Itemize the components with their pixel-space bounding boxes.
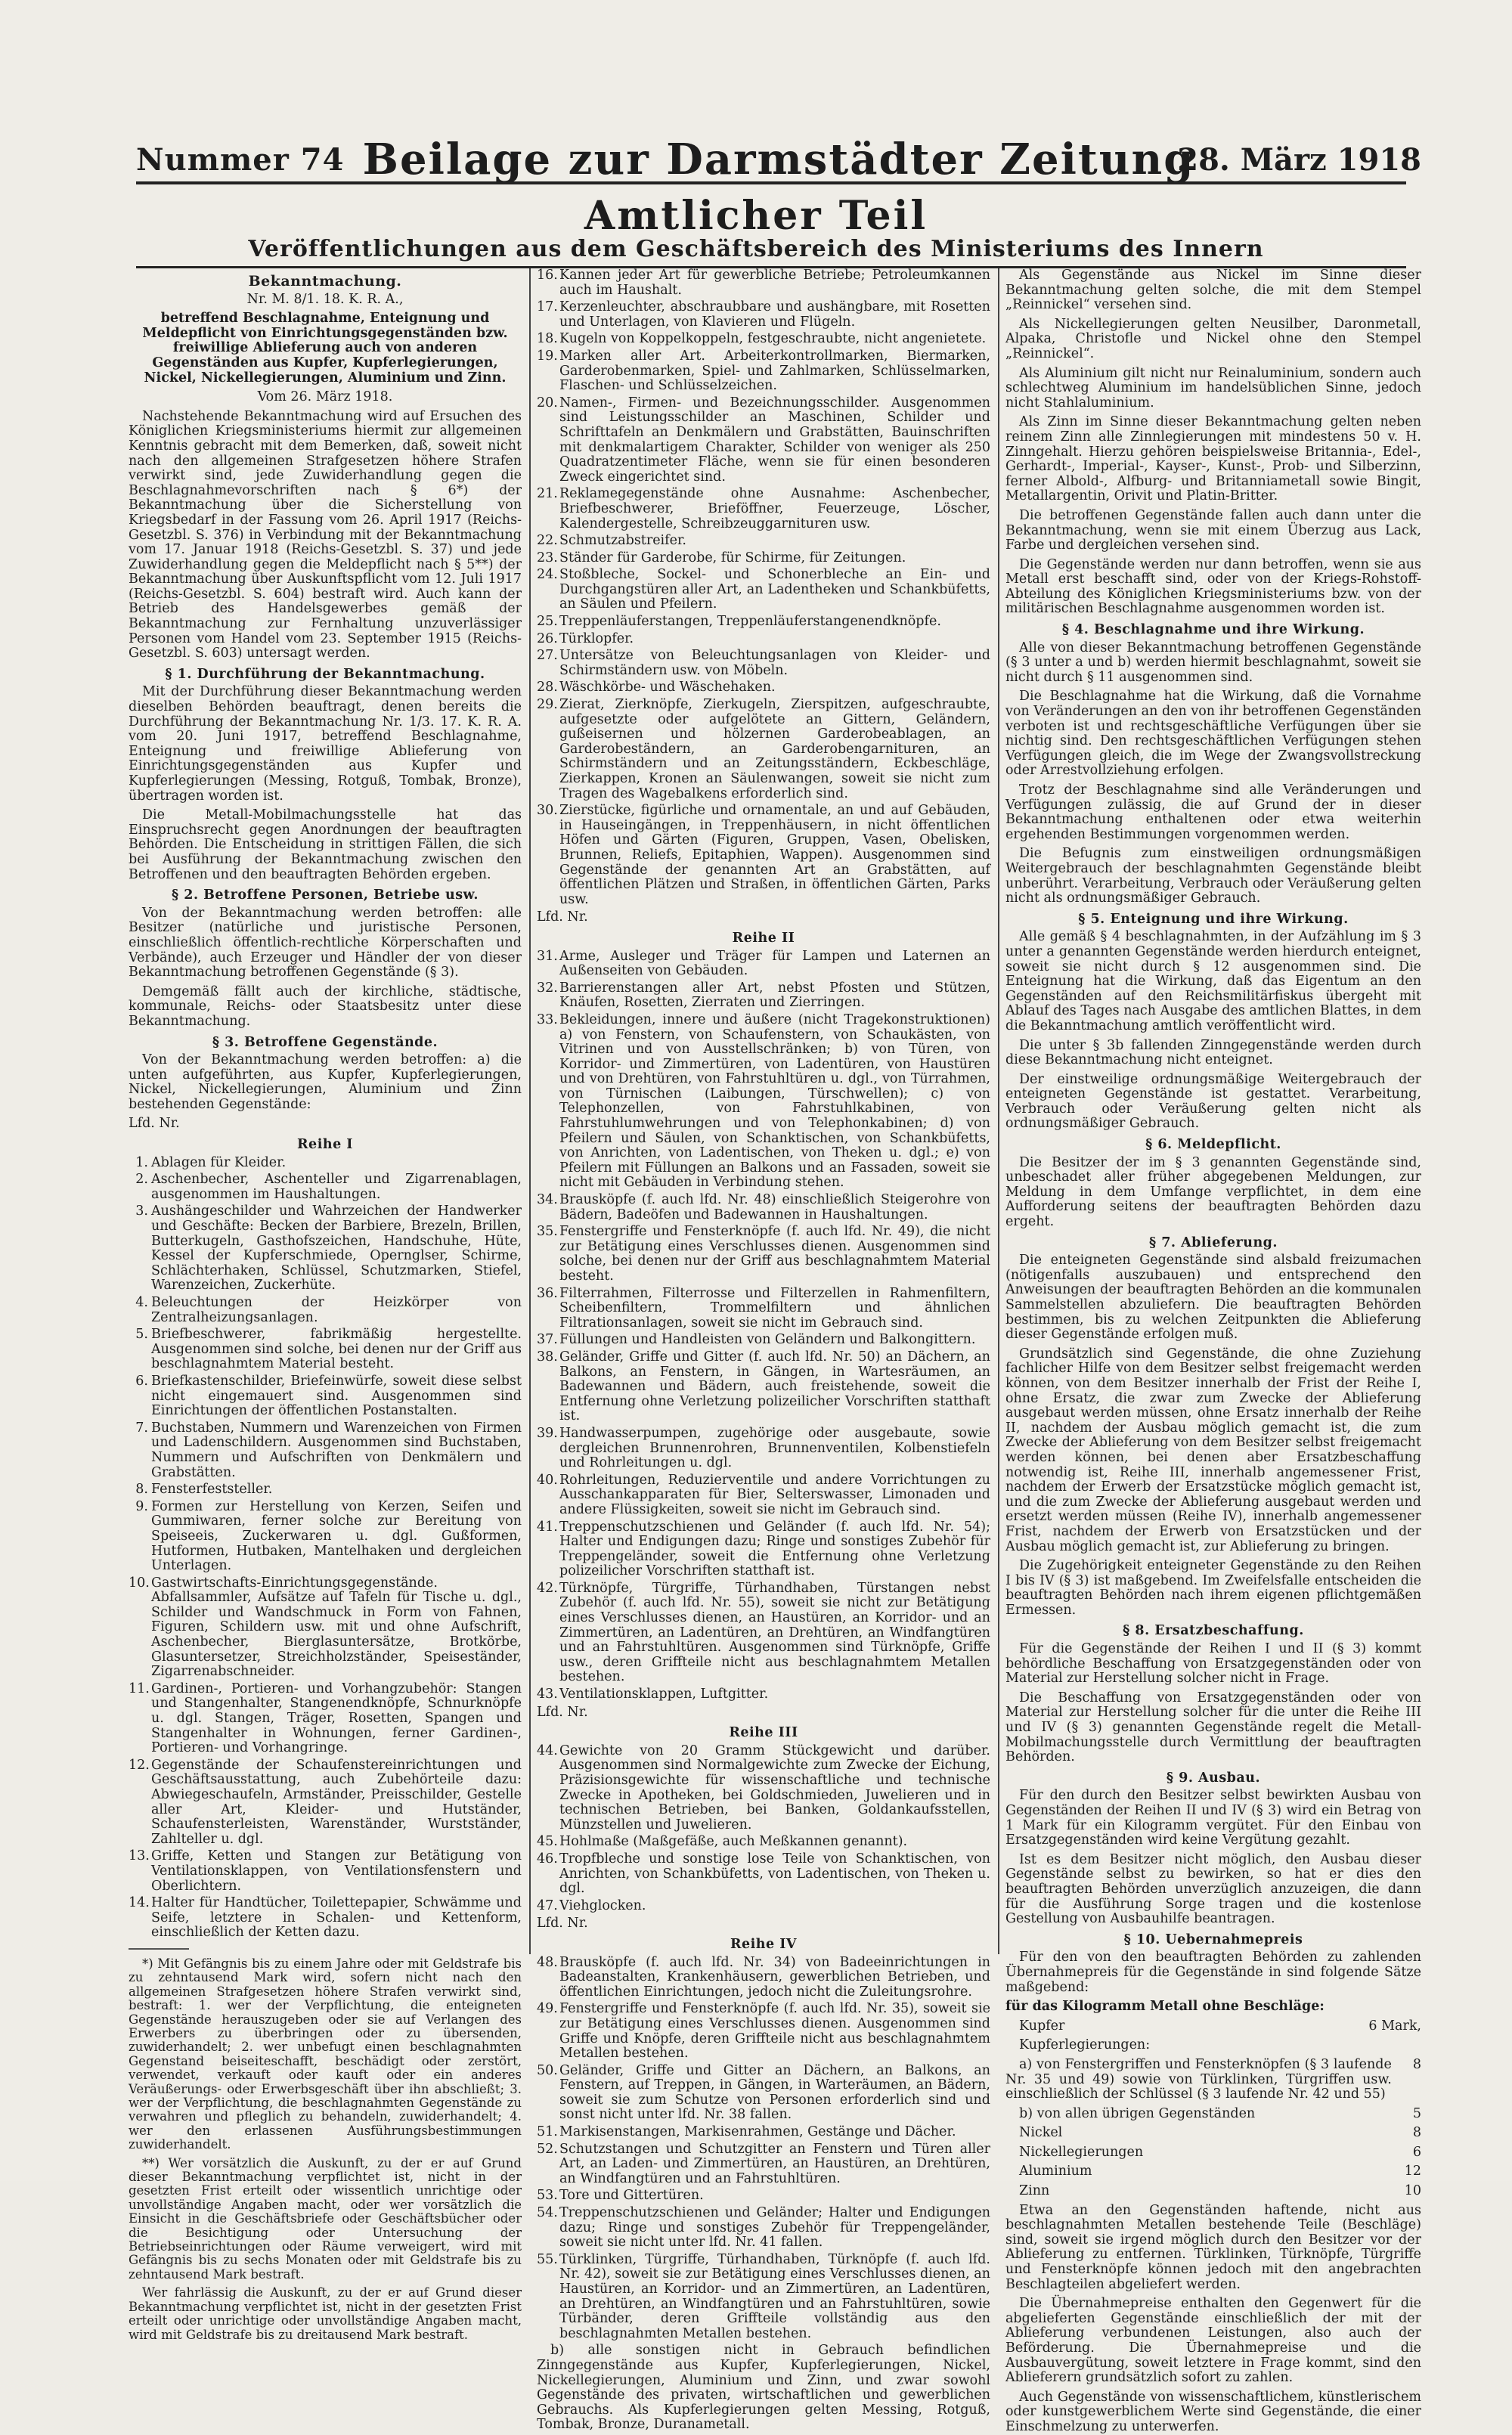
section-4-text: Alle von dieser Bekanntmachung betroffenen Gegenstände (§ 3 unter a und b) werden hiermit beschlagnahmt, soweit sie nicht durch § 11 ausgenommen sind.: [1005, 640, 1421, 685]
section-8-text-2: Die Beschaffung von Ersatzgegenständen oder von Material zur Herstellung solcher für die unter die Reihe III und IV (§ 3) genannten Gegenstände regelt die Metall-Mobilmachungsstelle durch Vermittlung der beauftragten Behörden.: [1005, 1690, 1421, 1765]
section-1-text-2: Die Metall-Mobilmachungsstelle hat das Einspruchsrecht gegen Anordnungen der beauftragten Behörden. Die Entscheidung in strittigen Fällen, die sich bei Ausführung der Bekanntmachung zwischen den Betroffenen und den beauftragten Behörden ergeben.: [129, 807, 522, 882]
list-item: [537, 2189, 990, 2204]
item-number: 45.: [537, 1834, 558, 1850]
item-text: Rohrleitungen, Reduzierventile und andere Vorrichtungen zu Ausschankapparaten für Bier, Selterswasser, Limonaden und andere Flüssigkeiten, soweit sie nicht im Gebrauch sind.: [559, 1472, 990, 1517]
notice-date: Vom 26. März 1918.: [257, 389, 393, 405]
section-4-text-2: Die Beschlagnahme hat die Wirkung, daß die Vornahme von Veränderungen an den von ihr betroffenen Gegenständen verboten ist und rechtsgeschäftliche Verfügungen über sie nichtig sind. Den rechtsgeschäftlichen Verfügungen stehen Verfügungen gleich, die im Wege der Zwangsvollstreckung oder Arrestvollziehung erfolgen.: [1005, 689, 1421, 779]
item-text: Tore und Gittertüren.: [559, 2188, 704, 2204]
list-item: [537, 1287, 990, 1331]
item-number: 9.: [135, 1498, 148, 1514]
price-label: Kupfer: [1019, 2018, 1065, 2034]
item-text: Füllungen und Handleisten von Geländern und Balkongittern.: [559, 1332, 976, 1348]
price-value: 6: [1412, 2144, 1421, 2160]
series-4-heading: Reihe IV: [730, 1936, 798, 1952]
column-left: [129, 268, 522, 2342]
price-row: [1005, 2164, 1421, 2179]
item-text: Stoßbleche, Sockel- und Schonerbleche an Ein- und Durchgangstüren aller Art, an Ladentheken und Schankbüfetts, an Säulen und Pfeilern.: [559, 567, 990, 612]
item-text: Arme, Ausleger und Träger für Lampen und Laternen an Außenseiten von Gebäuden.: [559, 948, 990, 979]
column-divider-1: [529, 268, 531, 1954]
item-number: 36.: [537, 1285, 558, 1301]
item-text: Gegenstände der Schaufenstereinrichtungen und Geschäftsausstattung, auch Zubehörteile dazu: Abwiegeschaufeln, Armständer, Preisschilder, Gestelle aller Art, Kleider- und Hutständer, Schaufensterleisten, Warenständer, Wurstständer, Zahlteller u. dgl.: [151, 1757, 522, 1847]
item-text: Aushängeschilder und Wahrzeichen der Handwerker und Geschäfte: Becken der Barbiere, Brezeln, Brillen, Butterkugeln, Gasthofszeichen, Handschuhe, Hüte, Kessel der Kupferschmiede, Opernglser, Schirme, Schlächterhaken, Schlüssel, Schutzmarken, Stiefel, Warenzeichen, Zuckerhüte.: [151, 1204, 522, 1293]
list-item: [537, 349, 990, 394]
item-number: 44.: [537, 1743, 558, 1758]
item-number: 5.: [135, 1327, 148, 1343]
item-text: Briefkastenschilder, Briefeinwürfe, soweit diese selbst nicht eingemauert sind. Ausgenommen sind Einrichtungen der öffentlichen Postanstalten.: [151, 1373, 522, 1419]
list-item: [129, 1156, 522, 1171]
item-text: Kannen jeder Art für gewerbliche Betriebe; Petroleumkannen auch im Haushalt.: [559, 268, 990, 298]
list-item: [129, 1482, 522, 1498]
list-item: [537, 1193, 990, 1222]
section-1-heading: § 1. Durchführung der Bekanntmachung.: [165, 666, 485, 682]
item-text: Treppenschutzschienen und Geländer (f. auch lfd. Nr. 54); Halter und Endigungen dazu; Ringe und sonstiges Zubehör für Treppengeländer, soweit die Entfernung ohne Verletzung polizeilicher Vorschriften statthaft ist.: [559, 1519, 990, 1579]
item-number: 53.: [537, 2188, 558, 2204]
item-text: Bekleidungen, innere und äußere (nicht Tragekonstruktionen) a) von Fenstern, von Schaufenstern, von Schaukästen, von Vitrinen und von Ausstellschränken; b) von Türen, von Korridor- und Zimmertüren, von Ladentüren, von Haustüren und von Drehtüren, von Fahrstuhltüren u. dgl., von Türrahmen, von Türnischen (Laibungen, Türschwellen); c) von Telephonzellen, von Fahrstuhlkabinen, von Fahrstuhlumwehrungen und von Telephonkabinen; d) von Pfeilern und Säulen, von Schanktischen, von Schankbüfetts, von Anrichten, von Ladentischen, von Theken u. dgl.; e) von Pfeilern mit Füllungen an Balkons und an Fassaden, soweit sie nicht mit Gebäuden in Verbindung stehen.: [559, 1011, 990, 1191]
price-row: [1005, 2038, 1421, 2053]
footnote: Wer fahrlässig die Auskunft, zu der er auf Grund dieser Bekanntmachung verpflichtet ist, nicht in der gesetzten Frist erteilt oder unrichtige oder unvollständige Angaben macht, wird mit Geldstrafe bis zu dreitausend Mark bestraft.: [129, 2285, 522, 2342]
item-text: Markisenstangen, Markisenrahmen, Gestänge und Dächer.: [559, 2124, 956, 2140]
list-item: [537, 632, 990, 647]
section-7-text-2: Grundsätzlich sind Gegenstände, die ohne Zuziehung fachlicher Hilfe von dem Besitzer selbst freigemacht werden können, von dem Besitzer innerhalb der Frist der Reihe I, ohne Ersatz, die zwar zum Zwecke der Ablieferung ausgebaut werden müssen, ohne Ersatz innerhalb der Reihe II, nachdem der Ausbau möglich gemacht ist, die zum Zwecke der Ablieferung von dem Besitzer selbst freigemacht werden können, bei denen aber Ersatzbeschaffung notwendig ist, Reihe III, innerhalb angemessener Frist, nachdem der Erwerb der Ersatzstücke möglich gemacht ist, und die zum Zwecke der Ablieferung ausgebaut werden und ersetzt werden müssen (Reihe IV), innerhalb angemessener Frist, nachdem der Erwerb von Ersatzstücken und der Ausbau möglich gemacht ist, zur Ablieferung zu bringen.: [1005, 1346, 1421, 1554]
price-label: Nickel: [1019, 2125, 1063, 2141]
paragraph-tin: Als Zinn im Sinne dieser Bekanntmachung gelten neben reinem Zinn alle Zinnlegierungen mit mindestens 50 v. H. Zinngehalt. Hierzu gehören beispielsweise Britannia-, Edel-, Gerhardt-, Imperial-, Kayser-, Kunst-, Prob- und Silberzinn, ferner Albold-, Alfburg- und Britanniametall sowie Bingit, Metallargentin, Orivit und Platin-Britter.: [1005, 414, 1421, 504]
series-closing-text: b) alle sonstigen nicht in Gebrauch befindlichen Zinngegenstände aus Kupfer, Kupferlegierungen, Nickel, Nickellegierungen, Aluminium und Zinn, und zwar sowohl Gegenstände des privaten, wirtschaftlichen und gewerblichen Gebrauchs. Als Kupferlegierungen gelten Messing, Rotguß, Tombak, Bronze, Duranametall.: [537, 2343, 990, 2433]
item-text: Treppenschutzschienen und Geländer; Halter und Endigungen dazu; Ringe und sonstiges Zubehör für Treppengeländer, soweit sie nicht unter lfd. Nr. 41 fallen.: [559, 2205, 990, 2251]
section-10-text-4: Auch Gegenstände von wissenschaftlichem, künstlerischem oder kunstgewerblichem Werte sind Gegenstände, die einer Einschmelzung zu unterwerfen.: [1005, 2389, 1421, 2434]
item-number: 46.: [537, 1851, 558, 1867]
item-number: 47.: [537, 1898, 558, 1913]
item-text: Reklamegegenstände ohne Ausnahme: Aschenbecher, Briefbeschwerer, Brieföffner, Feuerzeuge, Löscher, Kalendergestelle, Schreibzeuggarnituren usw.: [559, 486, 990, 531]
price-row: [1005, 2019, 1421, 2034]
section-10-heading: § 10. Uebernahmepreis: [1123, 1932, 1303, 1947]
list-item: [537, 2142, 990, 2187]
item-number: 10.: [129, 1575, 150, 1591]
item-number: 41.: [537, 1519, 558, 1535]
notice-intro: Nachstehende Bekanntmachung wird auf Ersuchen des Königlichen Kriegsministeriums hiermit zur allgemeinen Kenntnis gebracht mit dem Bemerken, daß, soweit nicht nach den allgemeinen Strafgesetzen höhere Strafen verwirkt sind, jede Zuwiderhandlung gegen die Beschlagnahmevorschriften nach § 6*) der Bekanntmachung über die Sicherstellung von Kriegsbedarf in der Fassung vom 26. April 1917 (Reichs-Gesetzbl. S. 376) in Verbindung mit der Bekanntmachung vom 17. Januar 1918 (Reichs-Gesetzbl. S. 37) und jede Zuwiderhandlung gegen die Meldepflicht nach § 5**) der Bekanntmachung über Auskunftspflicht vom 12. Juli 1917 (Reichs-Gesetzbl. S. 604) bestraft wird. Auch kann der Betrieb des Handelsgewerbes gemäß der Bekanntmachung zur Fernhaltung unzuverlässiger Personen vom Handel vom 23. September 1915 (Reichs-Gesetzbl. S. 603) untersagt werden.: [129, 408, 522, 661]
price-row: [1005, 2145, 1421, 2161]
list-item: [537, 534, 990, 549]
item-text: Handwasserpumpen, zugehörige oder ausgebaute, sowie dergleichen Brunnenrohren, Brunnenventilen, Kolbenstiefeln und Rohrleitungen u. dgl.: [559, 1425, 990, 1471]
list-item: [129, 1421, 522, 1480]
item-text: Viehglocken.: [559, 1898, 646, 1913]
list-item: [537, 698, 990, 801]
list-item: [537, 332, 990, 347]
item-text: Kerzenleuchter, abschraubbare und aushängbare, mit Rosetten und Unterlagen, von Klavieren und Flügeln.: [559, 299, 990, 330]
list-item: [537, 551, 990, 566]
section-1-text: Mit der Durchführung dieser Bekanntmachung werden dieselben Behörden beauftragt, denen bereits die Durchführung der Bekanntmachung Nr. 1/3. 17. K. R. A. vom 20. Juni 1917, betreffend Beschlagnahme, Enteignung und freiwillige Ablieferung von Einrichtungsgegenständen aus Kupfer und Kupferlegierungen (Messing, Rotguß, Tombak, Bronze), übertragen worden ist.: [129, 684, 522, 804]
item-text: Geländer, Griffe und Gitter (f. auch lfd. Nr. 50) an Dächern, an Balkons, an Fenstern, in Gängen, in Wartesräumen, an Badewannen und Bädern, auch freistehende, soweit die Entfernung ohne Verletzung polizeilicher Vorschriften statthaft ist.: [559, 1349, 990, 1424]
series-2-heading: Reihe II: [732, 930, 795, 946]
issue-number: Nummer 74: [136, 142, 345, 178]
column-divider-2: [998, 268, 999, 1954]
item-number: 50.: [537, 2062, 558, 2078]
section-7-text: Die enteigneten Gegenstände sind alsbald freizumachen (nötigenfalls auszubauen) und entsprechend den Anweisungen der beauftragten Behörden an die kommunalen Sammelstellen abzuliefern. Die beauftragten Behörden bestimmen, bis zu welchen Zeitpunkten die Ablieferung dieser Gegenstände erfolgen muß.: [1005, 1253, 1421, 1343]
list-item: [537, 615, 990, 630]
footnotes: [129, 1957, 522, 2342]
price-table: [1005, 2019, 1421, 2199]
item-number: 21.: [537, 486, 558, 502]
paragraph-aluminium: Als Aluminium gilt nicht nur Reinaluminium, sondern auch schlechtweg Aluminium im handelsüblichen Sinne, jedoch nicht Stahlaluminium.: [1005, 365, 1421, 410]
item-text: Türklinken, Türgriffe, Türhandhaben, Türknöpfe (f. auch lfd. Nr. 42), soweit sie zur Betätigung eines Verschlusses dienen, an Haustüren, an Korridor- und an Zimmertüren, an Ladentüren, an Drehtüren, an Windfangtüren und an Fahrstuhltüren, sowie Türbänder, deren Griffteile vollständig aus den beschlagnahmten Metallen bestehen.: [559, 2251, 990, 2341]
item-text: Barrierenstangen aller Art, nebst Pfosten und Stützen, Knäufen, Rosetten, Zierraten und Zierringen.: [559, 980, 990, 1011]
list-item: [129, 1849, 522, 1894]
item-number: 23.: [537, 550, 558, 565]
list-item: [537, 2206, 990, 2251]
price-label: b) von allen übrigen Gegenständen: [1019, 2105, 1256, 2121]
item-number: 2.: [135, 1172, 148, 1188]
item-text: Treppenläuferstangen, Treppenläuferstangenendknöpfe.: [559, 614, 941, 630]
price-label: Zinn: [1019, 2183, 1050, 2199]
item-text: Beleuchtungen der Heizkörper von Zentralheizungsanlagen.: [151, 1295, 522, 1325]
column-middle: [537, 268, 990, 2433]
price-row: [1005, 2184, 1421, 2199]
list-item: [129, 1204, 522, 1293]
section-5-text-3: Der einstweilige ordnungsmäßige Weitergebrauch der enteigneten Gegenstände ist gestattet. Verarbeitung, Verbrauch oder Veräußerung gelten nicht als ordnungsmäßiger Gebrauch.: [1005, 1071, 1421, 1132]
lfd-label-2: Lfd. Nr.: [537, 909, 588, 925]
section-5-text-2: Die unter § 3b fallenden Zinngegenstände werden durch diese Bekanntmachung nicht enteignet.: [1005, 1037, 1421, 1068]
section-2-text-2: Demgemäß fällt auch der kirchliche, städtische, kommunale, Reichs- oder Staatsbesitz unter diese Bekanntmachung.: [129, 984, 522, 1029]
item-number: 48.: [537, 1954, 558, 1970]
item-text: Gewichte von 20 Gramm Stückgewicht und darüber. Ausgenommen sind Normalgewichte zum Zwecke der Eichung, Präzisionsgewichte für wissenschaftliche und technische Zwecke in Apotheken, bei Goldschmieden, Juwelieren und in technischen Betrieben, bei Banken, Goldankaufsstellen, Münzstellen und Juwelieren.: [559, 1743, 990, 1832]
paragraph-coating: Die betroffenen Gegenstände fallen auch dann unter die Bekanntmachung, wenn sie mit einem Überzug aus Lack, Farbe und dergleichen versehen sind.: [1005, 507, 1421, 553]
section-10-text-2: Etwa an den Gegenständen haftende, nicht aus beschlagnahmten Metallen bestehende Teile (Beschläge) sind, soweit sie irgend möglich durch den Besitzer vor der Ablieferung zu entfernen. Türklinken, Türknöpfe, Türgriffe und Fensterknöpfe können jedoch mit den angebrachten Beschlagteilen abgeliefert werden.: [1005, 2202, 1421, 2292]
item-text: Halter für Handtücher, Toilettepapier, Schwämme und Seife, letztere in Schalen- und Kettenform, einschließlich der Ketten dazu.: [151, 1895, 522, 1941]
list-item: [537, 2125, 990, 2140]
newspaper-title: Beilage zur Darmstädter Zeitung: [362, 135, 1195, 184]
price-table-heading: für das Kilogramm Metall ohne Beschläge:: [1005, 1999, 1325, 2015]
list-item: [537, 1225, 990, 1284]
section-2-text: Von der Bekanntmachung werden betroffen: alle Besitzer (natürliche und juristische Personen, einschließlich öffentlich-rechtliche Körperschaften und Verbände), auch Erzeuger und Händler der von dieser Bekanntmachung betroffenen Gegenstände (§ 3).: [129, 905, 522, 981]
price-value: 8: [1412, 2125, 1421, 2141]
price-value: 5: [1412, 2105, 1421, 2121]
item-text: Fensterfeststeller.: [151, 1482, 273, 1498]
price-value: [1414, 2038, 1421, 2053]
list-item: [537, 268, 990, 298]
section-7-heading: § 7. Ablieferung.: [1148, 1235, 1278, 1250]
item-number: 49.: [537, 2001, 558, 2017]
item-number: 52.: [537, 2141, 558, 2157]
item-number: 51.: [537, 2124, 558, 2140]
footnote: *) Mit Gefängnis bis zu einem Jahre oder mit Geldstrafe bis zu zehntausend Mark wird, sofern nicht nach den allgemeinen Strafgesetzen höhere Strafen verwirkt sind, bestraft: 1. wer der Verpflichtung, die enteigneten Gegenstände herauszugeben oder sie auf Verlangen des Erwerbers zu überbringen oder zu übersenden, zuwiderhandelt; 2. wer unbefugt einen beschlagnahmten Gegenstand beiseiteschafft, beschädigt oder zerstört, verwendet, verkauft oder kauft oder ein anderes Veräußerungs- oder Erwerbsgeschäft über ihn abschließt; 3. wer der Verpflichtung, die beschlagnahmten Gegenstände zu verwahren und pfleglich zu behandeln, zuwiderhandelt; 4. wer den erlassenen Ausführungsbestimmungen zuwiderhandelt.: [129, 1956, 522, 2152]
list-item: [129, 1682, 522, 1756]
list-item: [129, 1173, 522, 1202]
section-10-text: Für den von den beauftragten Behörden zu zahlenden Übernahmepreis für die Gegenstände in sind folgende Sätze maßgebend:: [1005, 1950, 1421, 1995]
item-number: 22.: [537, 533, 558, 549]
item-text: Fenstergriffe und Fensterknöpfe (f. auch lfd. Nr. 35), soweit sie zur Betätigung eines Verschlusses dienen. Ausgenommen sind Griffe und Knöpfe, deren Griffteile nicht aus beschlagnahmtem Metallen bestehen.: [559, 2001, 990, 2062]
section-3-heading: § 3. Betroffene Gegenstände.: [212, 1034, 438, 1050]
price-value: 12: [1404, 2164, 1421, 2179]
item-text: Hohlmaße (Maßgefäße, auch Meßkannen genannt).: [559, 1834, 908, 1850]
item-number: 6.: [135, 1373, 148, 1389]
section-8-text: Für die Gegenstände der Reihen I und II (§ 3) kommt behördliche Beschaffung von Ersatzgegenständen oder von Material zur Herstellung solcher nicht in Frage.: [1005, 1641, 1421, 1687]
list-item: [129, 1896, 522, 1941]
list-item: [537, 300, 990, 330]
item-text: Tropfbleche und sonstige lose Teile von Schanktischen, von Anrichten, von Schankbüfetts, von Ladentischen, von Theken u. dgl.: [559, 1851, 990, 1897]
item-number: 55.: [537, 2251, 558, 2267]
item-number: 8.: [135, 1482, 148, 1498]
price-value: 6 Mark,: [1368, 2018, 1421, 2034]
item-text: Geländer, Griffe und Gitter an Dächern, an Balkons, an Fenstern, auf Treppen, in Gängen, in Warteräumen, an Bädern, soweit sie zum Schutze von Personen erforderlich sind und sonst nicht unter lfd. Nr. 38 fallen.: [559, 2062, 990, 2123]
list-item: [537, 1427, 990, 1471]
series-1-heading: Reihe I: [297, 1137, 353, 1153]
list-item: [537, 1852, 990, 1897]
price-label: Nickellegierungen: [1019, 2144, 1144, 2160]
item-number: 26.: [537, 630, 558, 646]
list-item: [537, 1835, 990, 1850]
item-number: 39.: [537, 1425, 558, 1441]
masthead-rule: [136, 181, 1406, 184]
item-text: Zierat, Zierknöpfe, Zierkugeln, Zierspitzen, aufgeschraubte, aufgesetzte oder aufgelötete an Gittern, Geländern, gußeisernen und hölzernen Garderobeablagen, an Garderobeständern, an Garderobengarnituren, an Schirmständern und an Zeitungsständern, Eckbeschläge, Zierkappen, Kronen an Säulenwangen, soweit sie nicht zum Tragen des Wagebalkens erforderlich sind.: [559, 697, 990, 801]
list-item: [537, 1899, 990, 1914]
item-number: 40.: [537, 1472, 558, 1488]
section-7-text-3: Die Zugehörigkeit enteigneter Gegenstände zu den Reihen I bis IV (§ 3) ist maßgebend. Im Zweifelsfalle entscheiden die beauftragten Behörden nach ihrem eigenen pflichtgemäßen Ermessen.: [1005, 1558, 1421, 1618]
list-item: [537, 1520, 990, 1579]
item-number: 30.: [537, 803, 558, 819]
list-item: [129, 1374, 522, 1419]
item-number: 43.: [537, 1687, 558, 1702]
list-item: [537, 1582, 990, 1685]
section-5-text: Alle gemäß § 4 beschlagnahmten, in der Aufzählung im § 3 unter a genannten Gegenstände werden hierdurch enteignet, soweit sie nicht durch § 12 ausgenommen sind. Die Enteignung hat die Wirkung, daß das Eigentum an den Gegenständen auf den Reichsmilitärfiskus übergeht mit Ablauf des Tages nach Ausgabe des amtlichen Blattes, in dem die Bekanntmachung amtlich veröffentlicht wird.: [1005, 929, 1421, 1033]
price-label: Kupferlegierungen:: [1019, 2037, 1151, 2053]
item-text: Kugeln von Koppelkoppeln, festgeschraubte, nicht angenietete.: [559, 331, 987, 347]
list-item: [537, 2002, 990, 2061]
item-text: Aschenbecher, Aschenteller und Zigarrenablagen, ausgenommen im Haushaltungen.: [151, 1172, 522, 1202]
series-3-list: [537, 1744, 990, 1914]
item-text: Zierstücke, figürliche und ornamentale, an und auf Gebäuden, in Hauseingängen, in Treppenhäusern, in nicht öffentlichen Höfen und Gärten (Figuren, Gruppen, Vasen, Obelisken, Brunnen, Reliefs, Epitaphien, Wappen). Ausgenommen sind Gegenstände der genannten Art an Grabstätten, auf öffentlichen Plätzen und Straßen, in öffentlichen Gärten, Parks usw.: [559, 803, 990, 907]
footnote: **) Wer vorsätzlich die Auskunft, zu der er auf Grund dieser Bekanntmachung verpflichtet ist, nicht in der gesetzten Frist erteilt oder wissentlich unrichtige oder unvollständige Angaben macht, oder wer vorsätzlich die Einsicht in die Geschäftsbriefe oder Geschäftsbücher oder die Besichtigung oder Untersuchung der Betriebseinrichtungen oder Räume verweigert, wird mit Gefängnis bis zu sechs Monaten oder mit Geldstrafe bis zu zehntausend Mark bestraft.: [129, 2155, 522, 2282]
price-value: 8: [1412, 2056, 1421, 2072]
list-item: [537, 680, 990, 695]
price-label: a) von Fenstergriffen und Fensterknöpfen (§ 3 laufende Nr. 35 und 49) sowie von Türklinken, Türgriffen usw. einschließlich der Schlüssel (§ 3 laufende Nr. 42 und 55): [1005, 2056, 1392, 2102]
item-text: Briefbeschwerer, fabrikmäßig hergestellte. Ausgenommen sind solche, bei denen nur der Griff aus beschlagnahmtem Material besteht.: [151, 1327, 522, 1372]
item-number: 14.: [129, 1895, 150, 1911]
list-item: [129, 1327, 522, 1372]
item-text: Buchstaben, Nummern und Warenzeichen von Firmen und Ladenschildern. Ausgenommen sind Buchstaben, Nummern und Aufschriften von Denkmälern und Grabstätten.: [151, 1420, 522, 1480]
item-number: 32.: [537, 980, 558, 996]
item-text: Fenstergriffe und Fensterknöpfe (f. auch lfd. Nr. 49), die nicht zur Betätigung eines Verschlusses dienen. Ausgenommen sind solche, bei denen nur der Griff aus beschlagnahmtem Material besteht.: [559, 1224, 990, 1284]
item-number: 12.: [129, 1757, 150, 1773]
list-item: [537, 804, 990, 907]
item-text: Filterrahmen, Filterrosse und Filterzellen in Rahmenfiltern, Scheibenfiltern, Trommelfiltern und ähnlichen Filtrationsanlagen, soweit sie nicht im Gebrauch sind.: [559, 1285, 990, 1331]
list-item: [537, 1013, 990, 1191]
column-right: [1005, 268, 1421, 2434]
section-heading: Amtlicher Teil: [584, 193, 928, 239]
item-number: 11.: [129, 1681, 150, 1696]
section-8-heading: § 8. Ersatzbeschaffung.: [1123, 1623, 1304, 1639]
section-3-text: Von der Bekanntmachung werden betroffen: a) die unten aufgeführten, aus Kupfer, Kupferlegierungen, Nickel, Nickellegierungen, Aluminium und Zinn bestehenden Gegenstände:: [129, 1052, 522, 1112]
section-4-text-4: Die Befugnis zum einstweiligen ordnungsmäßigen Weitergebrauch der beschlagnahmten Gegenstände bleibt unberührt. Verarbeitung, Verbrauch oder Veräußerung gelten nicht als ordnungsmäßiger Gebrauch.: [1005, 846, 1421, 906]
item-number: 35.: [537, 1224, 558, 1240]
item-number: 7.: [135, 1420, 148, 1436]
item-number: 37.: [537, 1332, 558, 1348]
item-text: Türknöpfe, Türgriffe, Türhandhaben, Türstangen nebst Zubehör (f. auch lfd. Nr. 55), soweit sie nicht zur Betätigung eines Verschlusses dienen, an Haustüren, an Korridor- und an Zimmertüren, an Ladentüren, an Drehtüren, an Windfangtüren und an Fahrstuhltüren. Ausgenommen sind Türknöpfe, Griffe usw., deren Griffteile nicht aus beschlagnahmtem Metallen bestehen.: [559, 1580, 990, 1685]
item-number: 13.: [129, 1848, 150, 1864]
item-number: 29.: [537, 697, 558, 713]
item-number: 18.: [537, 331, 558, 347]
paragraph-nickel-alloys: Als Nickellegierungen gelten Neusilber, Daronmetall, Alpaka, Christofle und Nickel ohne den Stempel „Reinnickel“.: [1005, 316, 1421, 361]
item-number: 33.: [537, 1011, 558, 1027]
item-number: 16.: [537, 268, 558, 283]
section-6-text: Die Besitzer der im § 3 genannten Gegenstände sind, unbeschadet aller früher abgegebenen Meldungen, zur Meldung in dem Umfange verpflichtet, in dem eine Aufforderung seitens der beauftragten Behörden dazu ergeht.: [1005, 1154, 1421, 1230]
list-item: [537, 568, 990, 612]
item-number: 27.: [537, 648, 558, 664]
issue-date: 28. März 1918: [1177, 142, 1421, 178]
section-4-text-3: Trotz der Beschlagnahme sind alle Veränderungen und Verfügungen zulässig, die auf Grund der in dieser Bekanntmachung enthaltenen oder etwa weiterhin ergehenden Bestimmungen vorgenommen werden.: [1005, 782, 1421, 842]
list-item: [129, 1576, 522, 1680]
list-item: [537, 1744, 990, 1833]
series-3-heading: Reihe III: [729, 1725, 798, 1741]
item-text: Brausköpfe (f. auch lfd. Nr. 48) einschließlich Steigerohre von Bädern, Badeöfen und Badewannen in Haushaltungen.: [559, 1192, 990, 1222]
price-row: [1005, 2126, 1421, 2141]
item-text: Gastwirtschafts-Einrichtungsgegenstände. Abfallsammler, Aufsätze auf Tafeln für Tische u. dgl., Schilder und Wandschmuck in Form von Fahnen, Figuren, Schildern usw. mit und ohne Aufschrift, Aschenbecher, Bierglasuntersätze, Brotkörbe, Glasuntersetzer, Streichholzständer, Speiseständer, Zigarrenabschneider.: [151, 1575, 522, 1680]
list-item: [129, 1500, 522, 1574]
list-item: [537, 1473, 990, 1518]
price-value: 10: [1404, 2183, 1421, 2199]
section-9-text-2: Ist es dem Besitzer nicht möglich, den Ausbau dieser Gegenstände selbst zu bewirken, so hat er dies den beauftragten Behörden unverzüglich anzuzeigen, die dann für die Ausführung Sorge tragen und die kostenlose Gestellung von Ausbauhilfe beantragen.: [1005, 1851, 1421, 1927]
item-number: 31.: [537, 948, 558, 964]
list-item: [537, 1956, 990, 2000]
item-text: Formen zur Herstellung von Kerzen, Seifen und Gummiwaren, ferner solche zur Bereitung von Speiseeis, Zuckerwaren u. dgl. Gußformen, Hutformen, Hutbaken, Mantelhaken und dergleichen Unterlagen.: [151, 1498, 522, 1574]
series-4-list: [537, 1956, 990, 2342]
series-1-list-continued: [537, 268, 990, 907]
item-text: Schmutzabstreifer.: [559, 533, 686, 549]
item-text: Brausköpfe (f. auch lfd. Nr. 34) von Badeeinrichtungen in Badeanstalten, Krankenhäusern, gewerblichen Betrieben, und öffentlichen Einrichtungen, jedoch nicht die Zuleitungsrohre.: [559, 1954, 990, 2000]
price-label: Aluminium: [1019, 2164, 1092, 2179]
list-item: [537, 649, 990, 678]
item-number: 54.: [537, 2205, 558, 2221]
item-text: Wäschkörbe- und Wäschehaken.: [559, 680, 776, 695]
section-10-text-3: Die Übernahmepreise enthalten den Gegenwert für die abgelieferten Gegenstände einschließlich der mit der Ablieferung verbundenen Leistungen, also auch der Beförderung. Die Übernahmepreise und die Ausbauvergütung, soweit letztere in Frage kommt, sind den Ablieferern grundsätzlich sofort zu zahlen.: [1005, 2296, 1421, 2386]
footnote-separator: [129, 1948, 189, 1950]
list-item: [537, 2253, 990, 2342]
item-number: 25.: [537, 614, 558, 630]
list-item: [537, 2064, 990, 2123]
list-item: [129, 1296, 522, 1325]
list-item: [537, 950, 990, 979]
lfd-label-4: Lfd. Nr.: [537, 1916, 588, 1932]
item-number: 17.: [537, 299, 558, 315]
list-item: [129, 1758, 522, 1848]
item-text: Türklopfer.: [559, 630, 634, 646]
item-number: 24.: [537, 567, 558, 583]
section-6-heading: § 6. Meldepflicht.: [1145, 1137, 1281, 1153]
item-number: 4.: [135, 1295, 148, 1310]
lfd-label-3: Lfd. Nr.: [537, 1704, 588, 1720]
item-number: 1.: [135, 1154, 148, 1170]
list-item: [537, 1350, 990, 1424]
item-text: Untersätze von Beleuchtungsanlagen von Kleider- und Schirmständern usw. von Möbeln.: [559, 648, 990, 678]
section-4-heading: § 4. Beschlagnahme und ihre Wirkung.: [1061, 622, 1365, 638]
price-row: [1005, 2107, 1421, 2122]
series-1-list: [129, 1156, 522, 1941]
list-item: [537, 487, 990, 531]
item-text: Schutzstangen und Schutzgitter an Fenstern und Türen aller Art, an Laden- und Zimmertüren, an Haustüren, an Drehtüren, an Windfangtüren und an Fahrstuhltüren.: [559, 2141, 990, 2186]
item-number: 34.: [537, 1192, 558, 1208]
section-5-heading: § 5. Enteignung und ihre Wirkung.: [1078, 911, 1349, 927]
series-2-list: [537, 950, 990, 1702]
item-text: Namen-, Firmen- und Bezeichnungsschilder. Ausgenommen sind Leistungsschilder an Maschinen, Schilder und Schrifttafeln an Denkmälern und Grabstätten, Bauinschriften mit denkmalartigem Charakter, Schilder von weniger als 250 Quadratzentimeter Fläche, wenn sie für einen besonderen Zweck eingerichtet sind.: [559, 395, 990, 485]
notice-subject: betreffend Beschlagnahme, Enteignung und Meldepflicht von Einrichtungsgegenständen bzw. freiwillige Ablieferung auch von anderen Gegenständen aus Kupfer, Kupferlegierungen, Nickel, Nickellegierungen, Aluminium und Zinn.: [142, 311, 508, 386]
list-item: [537, 981, 990, 1011]
list-item: [537, 396, 990, 485]
item-number: 19.: [537, 348, 558, 364]
price-row: [1005, 2058, 1421, 2102]
notice-ref: Nr. M. 8/1. 18. K. R. A.,: [246, 291, 404, 307]
section-9-text: Für den durch den Besitzer selbst bewirkten Ausbau von Gegenständen der Reihen II und IV (§ 3) wird ein Betrag von 1 Mark für ein Kilogramm vergütet. Für den Einbau von Ersatzgegenständen wird keine Vergütung gezahlt.: [1005, 1788, 1421, 1848]
paragraph-nickel: Als Gegenstände aus Nickel im Sinne dieser Bekanntmachung gelten solche, die mit dem Stempel „Reinnickel“ versehen sind.: [1005, 268, 1421, 313]
item-number: 42.: [537, 1580, 558, 1596]
list-item: [537, 1687, 990, 1702]
notice-title: Bekanntmachung.: [248, 273, 402, 290]
item-number: 38.: [537, 1349, 558, 1365]
section-2-heading: § 2. Betroffene Personen, Betriebe usw.: [172, 888, 479, 903]
item-text: Griffe, Ketten und Stangen zur Betätigung von Ventilationsklappen, von Ventilationsfenstern und Oberlichtern.: [151, 1848, 522, 1894]
item-text: Ventilationsklappen, Luftgitter.: [559, 1687, 769, 1702]
list-item: [537, 1333, 990, 1348]
item-text: Ständer für Garderobe, für Schirme, für Zeitungen.: [559, 550, 906, 565]
item-number: 20.: [537, 395, 558, 410]
item-number: 28.: [537, 680, 558, 695]
item-text: Gardinen-, Portieren- und Vorhangzubehör: Stangen und Stangenhalter, Stangenendknöpfe, Schnurknöpfe u. dgl. Stangen, Träger, Rosetten, Spangen und Stangenhalter in Wohnungen, ferner Gardinen-, Portieren- und Vorhangringe.: [151, 1681, 522, 1756]
section-subheading: Veröffentlichungen aus dem Geschäftsbereich des Ministeriums des Innern: [248, 236, 1264, 262]
lfd-label: Lfd. Nr.: [129, 1116, 180, 1132]
item-text: Ablagen für Kleider.: [151, 1154, 287, 1170]
item-number: 3.: [135, 1204, 148, 1219]
item-text: Marken aller Art. Arbeiterkontrollmarken, Biermarken, Garderobenmarken, Spiel- und Zahlmarken, Schlüsselmarken, Flaschen- und Schlüsselzeichen.: [559, 348, 990, 394]
section-9-heading: § 9. Ausbau.: [1166, 1770, 1261, 1786]
paragraph-exemption: Die Gegenstände werden nur dann betroffen, wenn sie aus Metall erst beschafft sind, oder von der Kriegs-Rohstoff-Abteilung des Königlichen Kriegsministeriums bzw. von der militärischen Beschlagnahme ausgenommen worden ist.: [1005, 556, 1421, 617]
